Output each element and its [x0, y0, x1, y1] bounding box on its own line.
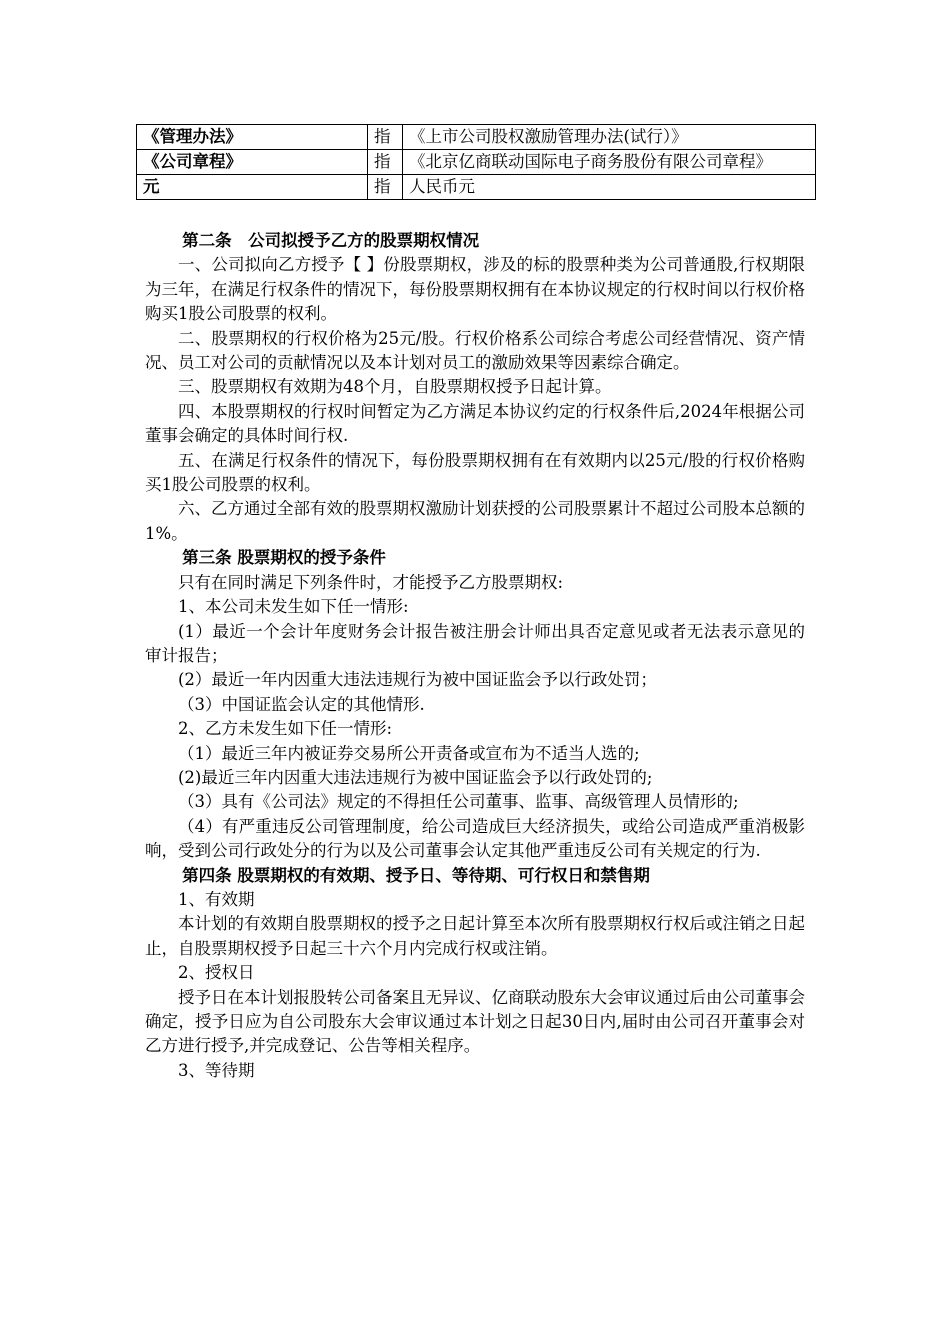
body-paragraph: 3、等待期	[178, 1060, 255, 1080]
body-paragraph: 2、乙方未发生如下任一情形:	[178, 719, 393, 739]
document-body	[145, 229, 805, 1083]
body-paragraph: 授予日在本计划报股转公司备案且无异议、亿商联动股东大会审议通过后由公司董事会确定，授予日应为自公司股东大会审议通过本计划之日起30日内,届时由公司召开董事会对乙方进行授予,并完成登记、公告等相关程序。	[145, 987, 805, 1056]
body-paragraph: 一、公司拟向乙方授予【 】份股票期权，涉及的标的股票种类为公司普通股,行权期限为三年，在满足行权条件的情况下，每份股票期权拥有在本协议规定的行权时间以行权价格购买1股公司股票的权利。	[145, 255, 805, 324]
article-heading: 第四条 股票期权的有效期、授予日、等待期、可行权日和禁售期	[182, 865, 650, 885]
definition-text: 《上市公司股权激励管理办法(试行）》	[403, 125, 816, 150]
body-paragraph: 1、有效期	[178, 889, 255, 909]
definition-symbol: 指	[368, 125, 403, 150]
body-paragraph: 四、本股票期权的行权时间暂定为乙方满足本协议约定的行权条件后,2024年根据公司董事会确定的具体时间行权.	[145, 401, 805, 446]
body-paragraph: （3）中国证监会认定的其他情形.	[178, 694, 425, 714]
body-paragraph: 三、股票期权有效期为48个月，自股票期权授予日起计算。	[178, 377, 612, 397]
definition-row	[137, 150, 816, 175]
definition-text: 人民币元	[403, 175, 816, 200]
definition-row	[137, 175, 816, 200]
body-paragraph: （3）具有《公司法》规定的不得担任公司董事、监事、高级管理人员情形的;	[178, 792, 739, 812]
article-heading: 第三条 股票期权的授予条件	[182, 548, 386, 568]
body-paragraph: 二、股票期权的行权价格为25元/股。行权价格系公司综合考虑公司经营情况、资产情况、员工对公司的贡献情况以及本计划对员工的激励效果等因素综合确定。	[145, 328, 805, 373]
body-paragraph: 五、在满足行权条件的情况下，每份股票期权拥有在有效期内以25元/股的行权价格购买1股公司股票的权利。	[145, 450, 805, 495]
body-paragraph: 只有在同时满足下列条件时，才能授予乙方股票期权:	[178, 572, 564, 592]
definition-term: 《公司章程》	[137, 150, 368, 175]
body-paragraph: (2）最近一年内因重大违法违规行为被中国证监会予以行政处罚；	[178, 670, 657, 690]
definition-symbol: 指	[368, 175, 403, 200]
body-paragraph: （4）有严重违反公司管理制度，给公司造成巨大经济损失，或给公司造成严重消极影响，受到公司行政处分的行为以及公司董事会认定其他严重违反公司有关规定的行为.	[145, 816, 805, 861]
body-paragraph: （1）最近三年内被证券交易所公开责备或宣布为不适当人选的;	[178, 743, 640, 763]
body-paragraph: 2、授权日	[178, 963, 255, 983]
definition-term: 《管理办法》	[137, 125, 368, 150]
definition-text: 《北京亿商联动国际电子商务股份有限公司章程》	[403, 150, 816, 175]
body-paragraph: 1、本公司未发生如下任一情形:	[178, 597, 409, 617]
definition-term: 元	[137, 175, 368, 200]
body-paragraph: (1）最近一个会计年度财务会计报告被注册会计师出具否定意见或者无法表示意见的审计报告；	[145, 621, 805, 665]
article-heading: 第二条 公司拟授予乙方的股票期权情况	[182, 231, 480, 250]
definitions-table	[136, 124, 816, 200]
body-paragraph: 本计划的有效期自股票期权的授予之日起计算至本次所有股票期权行权后或注销之日起止，自股票期权授予日起三十六个月内完成行权或注销。	[145, 914, 805, 958]
body-paragraph: (2)最近三年内因重大违法违规行为被中国证监会予以行政处罚的;	[178, 767, 653, 787]
body-paragraph: 六、乙方通过全部有效的股票期权激励计划获授的公司股票累计不超过公司股本总额的1%。	[145, 499, 805, 543]
definition-symbol: 指	[368, 150, 403, 175]
definition-row	[137, 125, 816, 150]
